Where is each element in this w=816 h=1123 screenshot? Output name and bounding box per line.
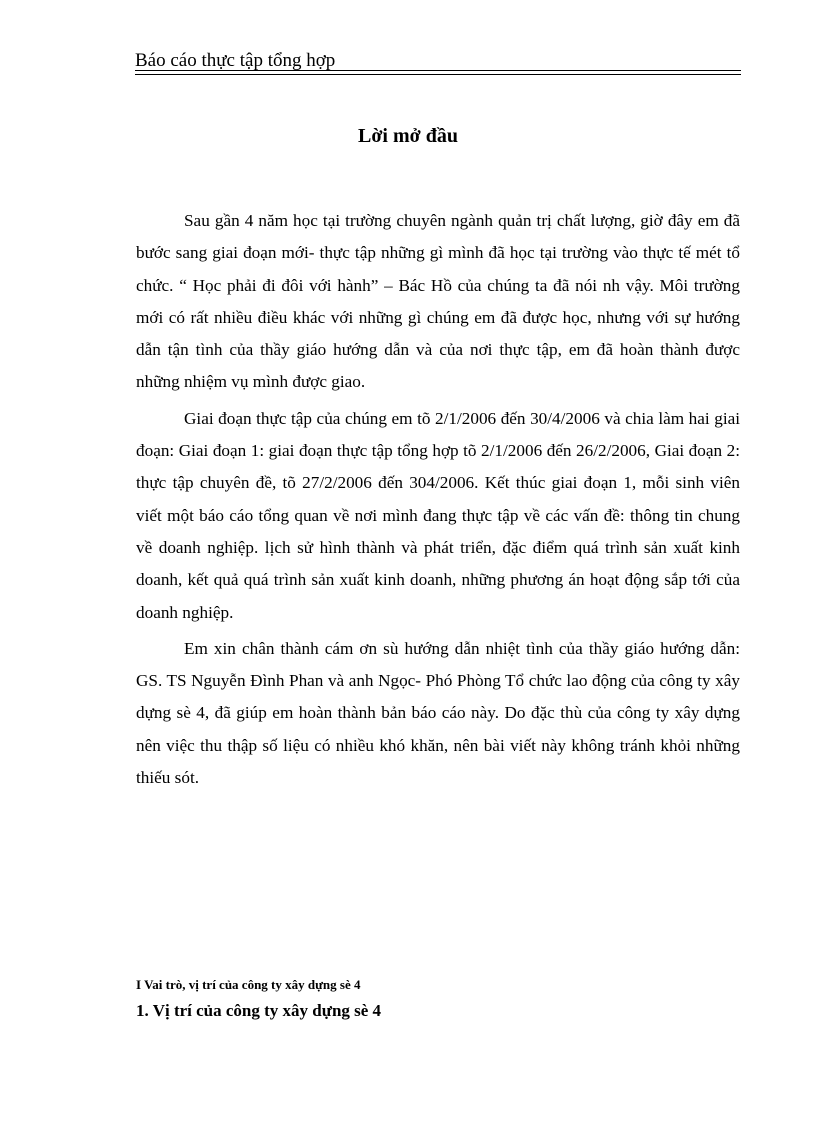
document-title: Lời mở đầu bbox=[358, 125, 458, 147]
header-title: Báo cáo thực tập tổng hợp bbox=[135, 50, 336, 71]
paragraph-intro: Sau gần 4 năm học tại trường chuyên ngành quản trị chất lượng, giờ đây em đã bước sang giai đoạn mới- thực tập những gì mình đã học tại trường vào thực tế mét tổ chức. “ Học phải đi đôi với hành” – Bác Hồ của chúng ta đã nói nh vậy. Môi trường mới có rất nhiều điều khác với những gì chúng em đã được học, nhưng với sự hướng dẫn tận tình của thầy giáo hướng dẫn và của nơi thực tập, em đã hoàn thành được những nhiệm vụ mình được giao. bbox=[136, 211, 740, 392]
section-heading: I Vai trò, vị trí của công ty xây dựng sè 4 bbox=[136, 977, 361, 992]
paragraph-thanks: Em xin chân thành cám ơn sù hướng dẫn nhiệt tình của thầy giáo hướng dẫn: GS. TS Nguyễn Đình Phan và anh Ngọc- Phó Phòng Tổ chức lao động của công ty xây dựng sè 4, đã giúp em hoàn thành bản báo cáo này. Do đặc thù của công ty xây dựng nên việc thu thập số liệu có nhiều khó khăn, nên bài viết này không tránh khỏi những thiếu sót. bbox=[136, 638, 740, 788]
page-header bbox=[135, 50, 741, 74]
header-rule bbox=[135, 70, 741, 71]
document-body bbox=[136, 205, 740, 798]
subsection-heading: 1. Vị trí của công ty xây dựng sè 4 bbox=[136, 1001, 382, 1020]
header-rule-secondary bbox=[135, 74, 741, 75]
paragraph-schedule: Giai đoạn thực tập của chúng em tõ 2/1/2006 đến 30/4/2006 và chia làm hai giai đoạn: Giai đoạn 1: giai đoạn thực tập tổng hợp tõ 2/1/2006 đến 26/2/2006, Giai đoạn 2: thực tập chuyên đề, tõ 27/2/2006 đến 304/2006. Kết thúc giai đoạn 1, mỗi sinh viên viết một báo cáo tổng quan về nơi mình đang thực tập về các vấn đề: thông tin chung về doanh nghiệp. lịch sử hình thành và phát triển, đặc điểm quá trình sản xuất kinh doanh, kết quả quá trình sản xuất kinh doanh, những phương án hoạt động sắp tới của doanh nghiệp. bbox=[136, 408, 740, 622]
